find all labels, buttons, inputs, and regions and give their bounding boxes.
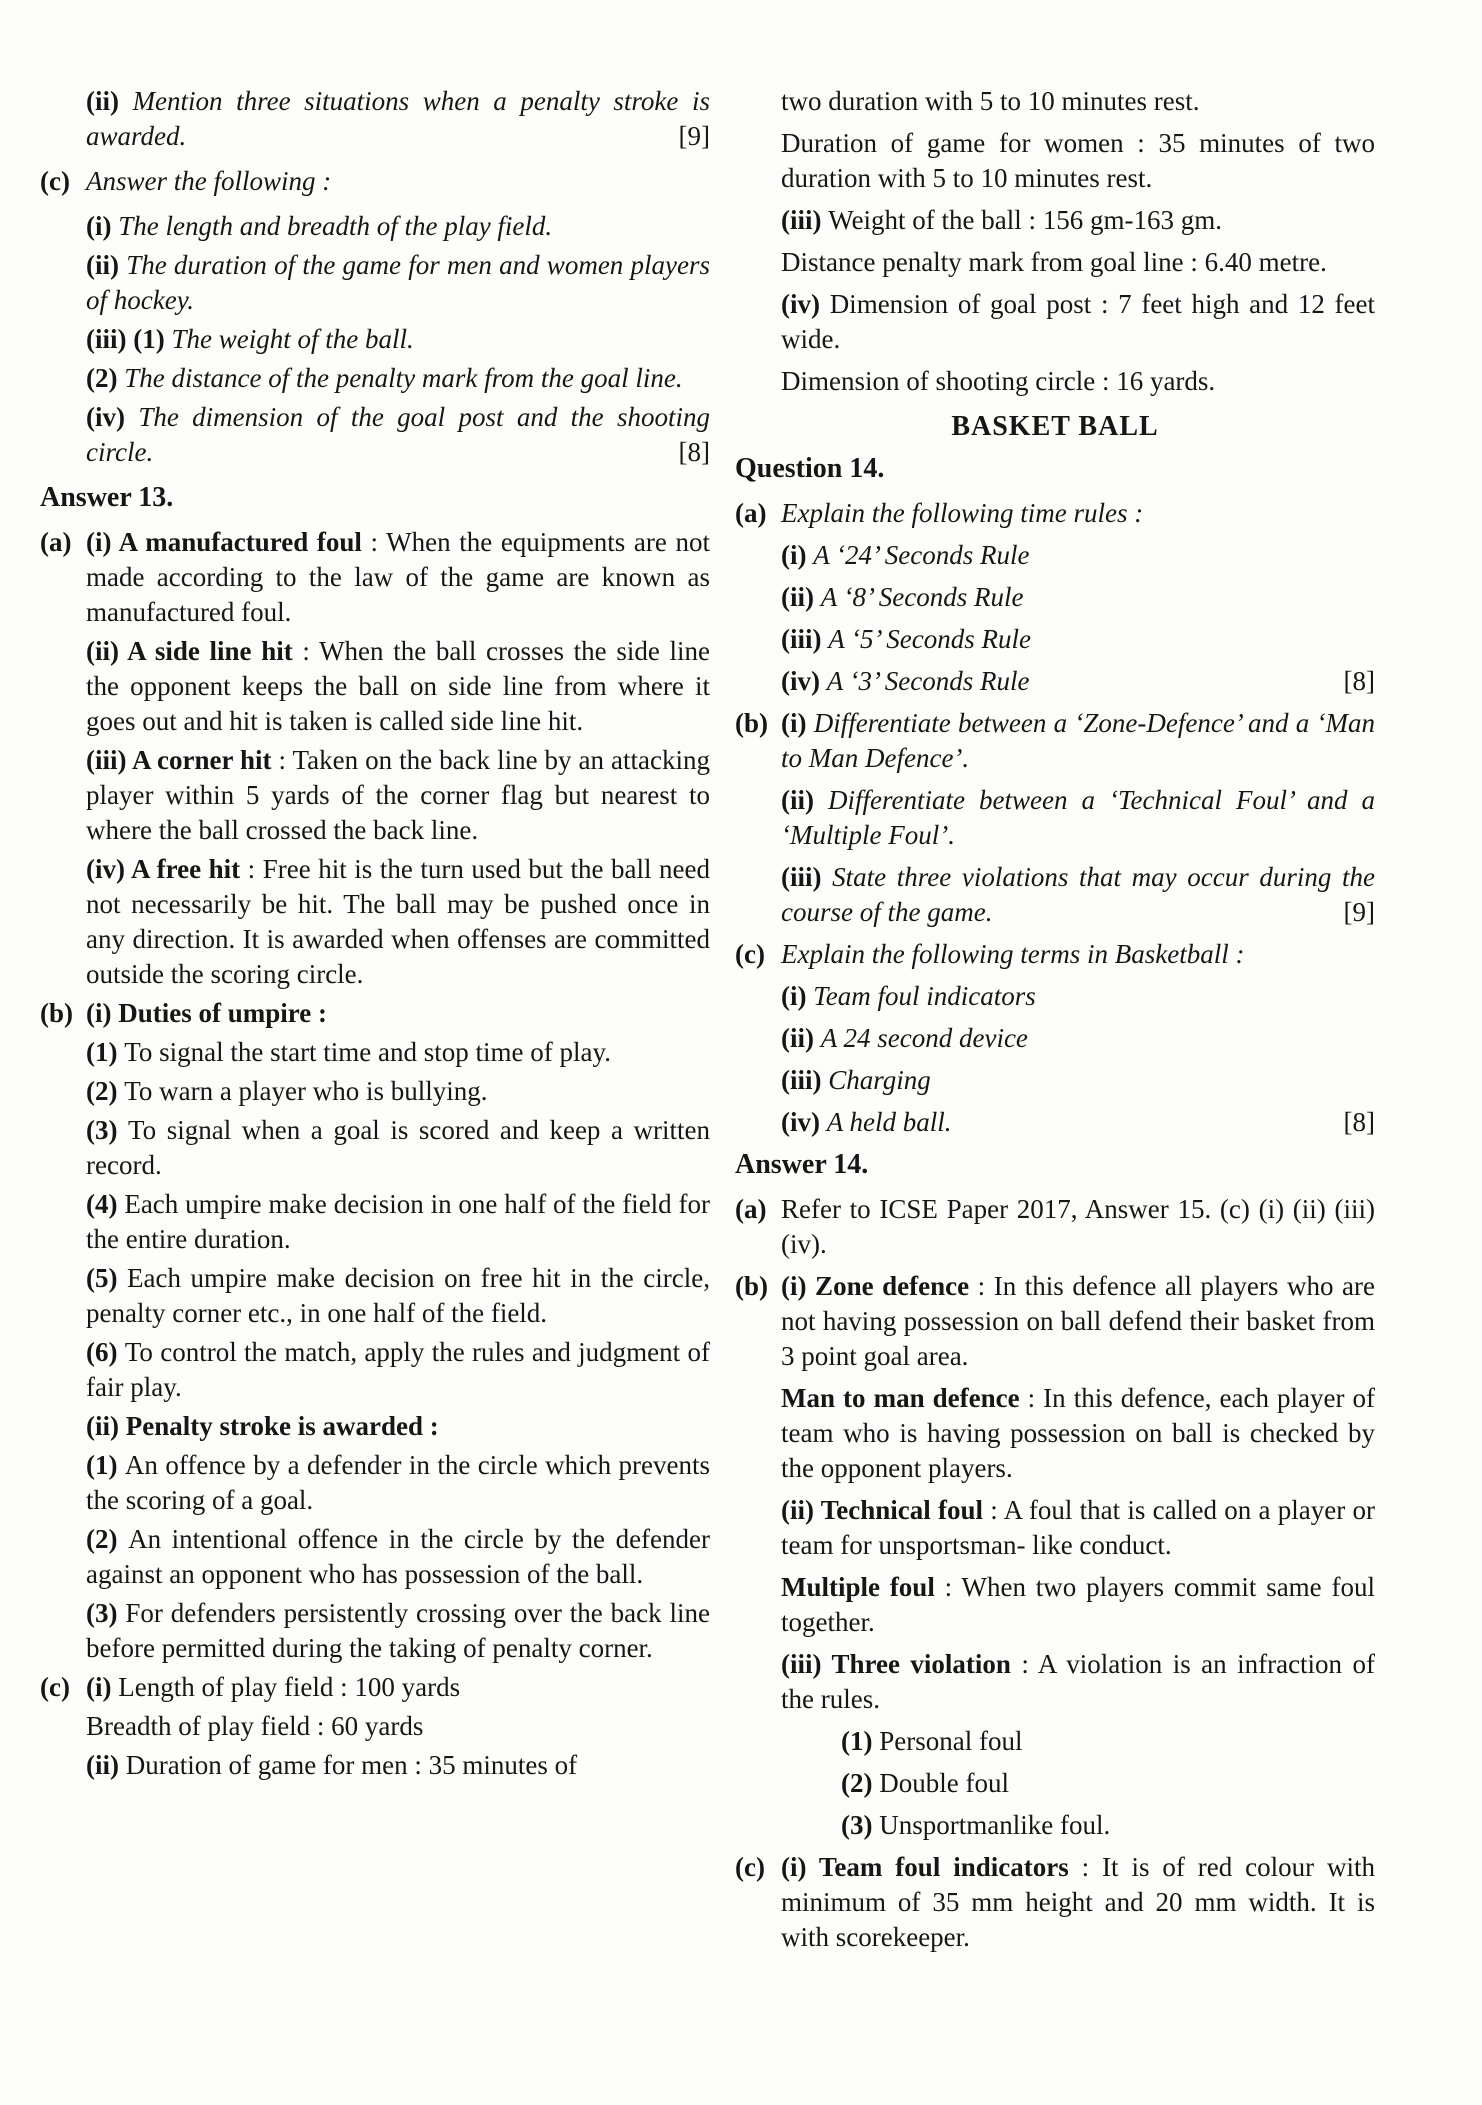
answer-paragraph	[86, 1113, 710, 1183]
text-run: (i) Zone defence	[781, 1271, 970, 1301]
text-run: (ii) Penalty stroke is awarded :	[86, 1411, 439, 1441]
text-run: (2)	[86, 1524, 129, 1554]
text-run: (iii) (1)	[86, 324, 172, 354]
text-run: Dimension of shooting circle : 16 yards.	[781, 366, 1216, 396]
answer-paragraph	[86, 1409, 710, 1444]
text-run: (ii)	[781, 785, 828, 815]
text-run: : When the equipments are not made according to the law of the game are known as manufactured foul.	[86, 527, 710, 627]
question-item	[86, 361, 710, 396]
text-run: State three violations that may occur during the course of the game.	[781, 862, 1375, 927]
text-run: A ‘8’ Seconds Rule	[820, 582, 1024, 612]
section-heading	[735, 409, 1375, 444]
text-run: (ii)	[781, 582, 821, 612]
text-run: (iii) Three violation	[781, 1649, 1011, 1679]
question-item	[781, 580, 1375, 615]
answer-paragraph	[841, 1766, 1375, 1801]
text-run: (6)	[86, 1337, 125, 1367]
answer-paragraph	[86, 852, 710, 992]
answer-paragraph	[86, 1335, 710, 1405]
text-run: Multiple foul	[781, 1572, 935, 1602]
text-run: (i) A manufactured foul	[86, 527, 362, 557]
question-item	[781, 860, 1375, 930]
text-run: : In this defence all players who are not having possession on ball defend their basket from 3 point goal area.	[781, 1271, 1375, 1371]
answer-heading	[735, 1147, 1375, 1182]
question-item	[781, 783, 1375, 853]
text-run: (1)	[86, 1450, 125, 1480]
text-run: (ii)	[86, 250, 127, 280]
item-label: (c)	[40, 1672, 70, 1702]
question-item	[781, 664, 1375, 699]
item-label: (b)	[40, 998, 73, 1028]
answer-paragraph	[781, 84, 1375, 119]
text-run: The length and breadth of the play field.	[118, 211, 553, 241]
text-run: (i)	[781, 981, 814, 1011]
marks-badge: [9]	[1343, 897, 1375, 927]
item-label: (a)	[40, 527, 72, 557]
answer-paragraph	[781, 1493, 1375, 1563]
question-item	[781, 538, 1375, 573]
answer-paragraph	[735, 1192, 1375, 1262]
text-run: (iii)	[781, 862, 833, 892]
answer-paragraph	[781, 245, 1375, 280]
text-run: Team foul indicators	[813, 981, 1036, 1011]
question-item	[781, 1063, 1375, 1098]
item-label: (c)	[735, 939, 765, 969]
text-run: An intentional offence in the circle by the defender against an opponent who has possession of the ball.	[86, 1524, 711, 1589]
text-run: Answer 13.	[40, 482, 174, 513]
text-run: : It is of red colour with minimum of 35 mm height and 20 mm width. It is with scorekeeper.	[781, 1852, 1376, 1952]
answer-paragraph	[841, 1724, 1375, 1759]
item-label: (c)	[40, 166, 70, 196]
text-run: (iii) A corner hit	[86, 745, 272, 775]
text-run: The dimension of the goal post and the shooting circle.	[86, 402, 710, 467]
answer-paragraph	[86, 1448, 710, 1518]
text-run: (2)	[86, 1076, 125, 1106]
text-run: (1)	[86, 1037, 125, 1067]
text-run: (ii)	[86, 86, 133, 116]
text-run: Duration of game for women : 35 minutes of two duration with 5 to 10 minutes rest.	[781, 128, 1375, 193]
text-run: For defenders persistently crossing over the back line before permitted during the taking of penalty corner.	[86, 1598, 711, 1663]
item-label: (a)	[735, 1194, 767, 1224]
marks-badge: [9]	[678, 121, 710, 151]
answer-paragraph	[86, 1035, 710, 1070]
answer-paragraph	[86, 1261, 710, 1331]
question-item	[735, 706, 1376, 776]
item-label: (a)	[735, 498, 767, 528]
text-run: (3)	[86, 1115, 129, 1145]
text-run: Question 14.	[735, 453, 885, 484]
text-run: The duration of the game for men and women players of hockey.	[86, 250, 710, 315]
text-run: (3)	[841, 1810, 880, 1840]
marks-badge: [8]	[1343, 1107, 1375, 1137]
text-run: Each umpire make decision on free hit in the circle, penalty corner etc., in one half of the field.	[86, 1263, 710, 1328]
answer-paragraph	[781, 1647, 1375, 1717]
text-run: (ii)	[781, 1023, 821, 1053]
question-item	[86, 322, 710, 357]
item-label: (b)	[735, 1271, 768, 1301]
text-run: Explain the following time rules :	[781, 498, 1144, 528]
text-run: (iv)	[781, 666, 827, 696]
text-run: (i)	[86, 1672, 119, 1702]
text-run: To signal when a goal is scored and keep a written record.	[86, 1115, 711, 1180]
text-run: (i) Duties of umpire :	[86, 998, 327, 1028]
answer-paragraph	[86, 1074, 710, 1109]
question-item	[735, 937, 1375, 972]
text-run: (iii)	[781, 624, 829, 654]
text-run: A ‘24’ Seconds Rule	[813, 540, 1030, 570]
text-run: To signal the start time and stop time of play.	[124, 1037, 611, 1067]
text-run: Explain the following terms in Basketball :	[781, 939, 1245, 969]
answer-paragraph	[86, 1522, 710, 1592]
text-run: : Free hit is the turn used but the ball need not necessarily be hit. The ball may be pushed once in any direction. It is awarded when offenses are committed outside the scoring circle.	[86, 854, 710, 989]
answer-paragraph	[86, 1187, 710, 1257]
text-run: Refer to ICSE Paper 2017, Answer 15. (c) (i) (ii) (iii) (iv).	[781, 1194, 1375, 1259]
text-run: (iv)	[86, 402, 139, 432]
question-item	[86, 209, 710, 244]
text-run: A ‘3’ Seconds Rule	[826, 666, 1030, 696]
answer-paragraph	[40, 525, 710, 630]
question-item	[735, 496, 1375, 531]
text-run: (5)	[86, 1263, 128, 1293]
question-item	[781, 622, 1375, 657]
text-run: (i)	[781, 540, 814, 570]
text-run: Differentiate between a ‘Zone-Defence’ and a ‘Man to Man Defence’.	[781, 708, 1376, 773]
answer-paragraph	[781, 203, 1375, 238]
text-run: Unsportmanlike foul.	[879, 1810, 1111, 1840]
answer-paragraph	[735, 1850, 1376, 1955]
left-column	[40, 84, 710, 1787]
item-label: (b)	[735, 708, 768, 738]
question-heading	[735, 451, 1375, 486]
question-item	[86, 400, 710, 470]
answer-paragraph	[86, 1596, 710, 1666]
question-item	[781, 1105, 1375, 1140]
answer-paragraph	[40, 996, 710, 1031]
question-item	[781, 979, 1375, 1014]
text-run: (ii) A side line hit	[86, 636, 293, 666]
text-run: The distance of the penalty mark from the goal line.	[124, 363, 683, 393]
text-run: Charging	[828, 1065, 931, 1095]
text-run: : When two players commit same foul together.	[781, 1572, 1375, 1637]
answer-paragraph	[86, 634, 710, 739]
text-run: (2)	[841, 1768, 880, 1798]
text-run: Dimension of goal post : 7 feet high and 12 feet wide.	[781, 289, 1376, 354]
text-run: Duration of game for men : 35 minutes of	[125, 1750, 578, 1780]
answer-paragraph	[781, 1570, 1375, 1640]
text-run: (ii)	[86, 1750, 126, 1780]
text-run: (i) Team foul indicators	[781, 1852, 1069, 1882]
text-run: (iv)	[781, 1107, 827, 1137]
text-run: (2)	[86, 363, 125, 393]
text-run: (iv) A free hit	[86, 854, 241, 884]
text-run: Breadth of play field : 60 yards	[86, 1711, 424, 1741]
text-run: Differentiate between a ‘Technical Foul’ and a ‘Multiple Foul’.	[781, 785, 1375, 850]
question-item	[781, 1021, 1375, 1056]
answer-paragraph	[781, 287, 1375, 357]
answer-heading	[40, 480, 710, 515]
text-run: two duration with 5 to 10 minutes rest.	[781, 86, 1200, 116]
text-run: : When the ball crosses the side line the opponent keeps the ball on side line from where it goes out and hit is taken is called side line hit.	[86, 636, 710, 736]
text-run: Answer the following :	[86, 166, 332, 196]
question-item	[86, 84, 710, 154]
text-run: A 24 second device	[820, 1023, 1028, 1053]
text-run: BASKET BALL	[951, 411, 1159, 442]
text-run: Length of play field : 100 yards	[118, 1672, 461, 1702]
text-run: A held ball.	[826, 1107, 952, 1137]
text-run: : A violation is an infraction of the rules.	[781, 1649, 1376, 1714]
text-run: (iii)	[781, 1065, 829, 1095]
text-run: Personal foul	[879, 1726, 1023, 1756]
answer-paragraph	[781, 1381, 1375, 1486]
right-column	[735, 84, 1375, 1962]
text-run: Man to man defence	[781, 1383, 1020, 1413]
text-run: (3)	[86, 1598, 126, 1628]
text-run: (4)	[86, 1189, 125, 1219]
text-run: Distance penalty mark from goal line : 6.40 metre.	[781, 247, 1327, 277]
text-run: : In this defence, each player of team who is having possession on ball is checked by the opponent players.	[781, 1383, 1375, 1483]
text-run: To warn a player who is bullying.	[124, 1076, 488, 1106]
answer-paragraph	[841, 1808, 1375, 1843]
text-run: (iii)	[781, 205, 829, 235]
answer-paragraph	[86, 1709, 710, 1744]
text-run: (i)	[781, 708, 814, 738]
answer-paragraph	[86, 743, 710, 848]
text-run: (ii) Technical foul	[781, 1495, 984, 1525]
text-run: A ‘5’ Seconds Rule	[828, 624, 1031, 654]
answer-paragraph	[735, 1269, 1375, 1374]
text-run: (iv)	[781, 289, 830, 319]
text-run: : Taken on the back line by an attacking player within 5 yards of the corner flag but nearest to where the ball crossed the back line.	[86, 745, 711, 845]
answer-paragraph	[781, 364, 1375, 399]
text-run: Mention three situations when a penalty stroke is awarded.	[86, 86, 710, 151]
question-item	[40, 164, 710, 199]
answer-paragraph	[86, 1748, 710, 1783]
text-run: Weight of the ball : 156 gm-163 gm.	[828, 205, 1223, 235]
text-run: (i)	[86, 211, 119, 241]
text-run: (1)	[841, 1726, 880, 1756]
text-run: : A foul that is called on a player or team for unsportsman- like conduct.	[781, 1495, 1375, 1560]
marks-badge: [8]	[678, 437, 710, 467]
question-item	[86, 248, 710, 318]
text-run: To control the match, apply the rules and judgment of fair play.	[86, 1337, 710, 1402]
item-label: (c)	[735, 1852, 765, 1882]
text-run: Answer 14.	[735, 1149, 869, 1180]
text-run: Double foul	[879, 1768, 1009, 1798]
answer-paragraph	[781, 126, 1375, 196]
text-run: An offence by a defender in the circle which prevents the scoring of a goal.	[86, 1450, 711, 1515]
text-run: Each umpire make decision in one half of the field for the entire duration.	[86, 1189, 710, 1254]
answer-paragraph	[40, 1670, 710, 1705]
text-run: The weight of the ball.	[171, 324, 414, 354]
marks-badge: [8]	[1343, 666, 1375, 696]
